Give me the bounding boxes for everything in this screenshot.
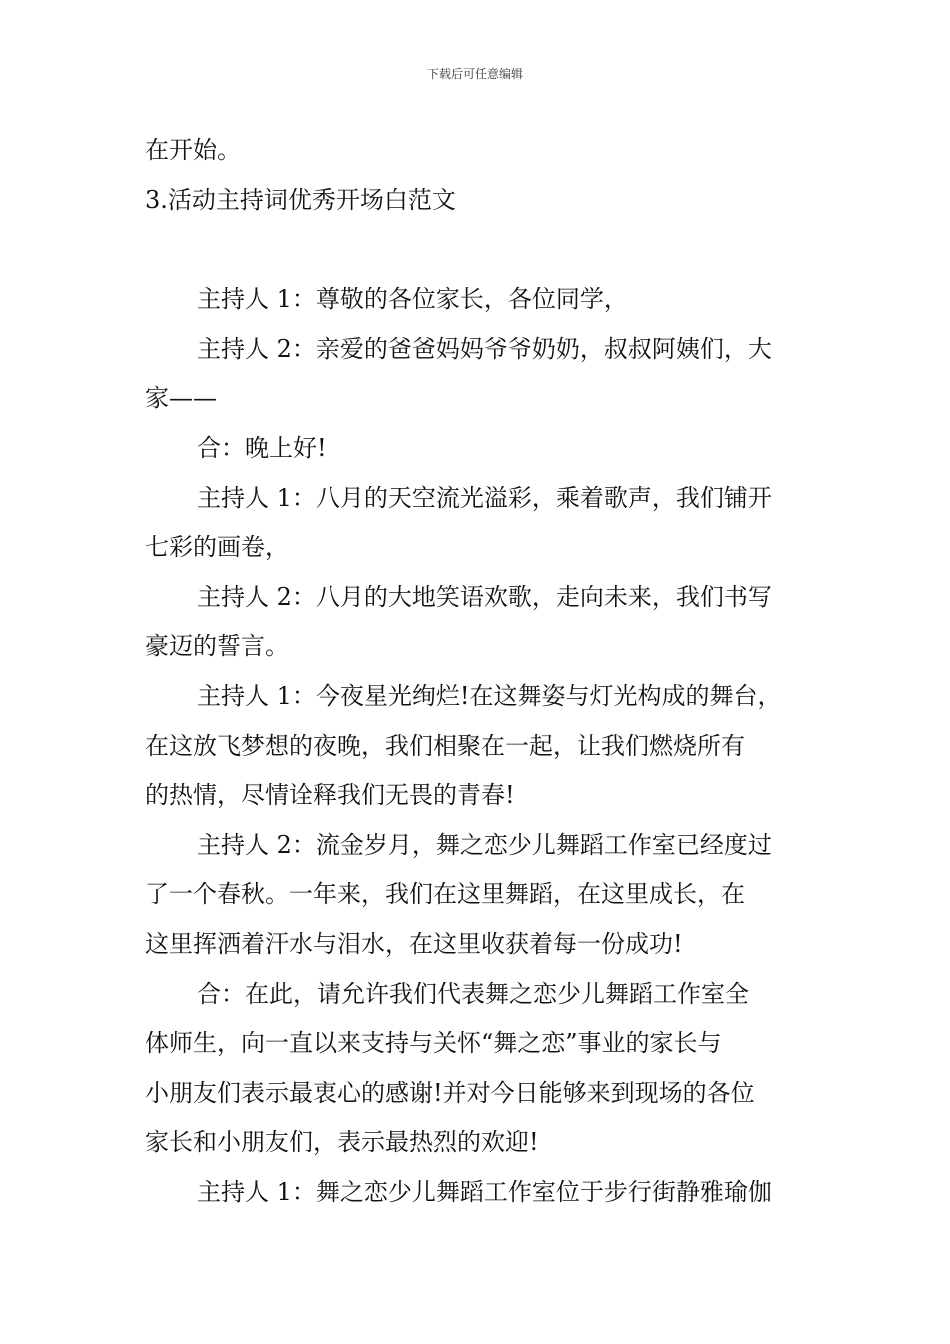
text-line: 主持人 2：亲爱的爸爸妈妈爷爷奶奶，叔叔阿姨们，大 — [197, 334, 772, 363]
text-line: 主持人 2：八月的大地笑语欢歌，走向未来，我们书写 — [197, 582, 772, 611]
text-line: 主持人 1：舞之恋少儿舞蹈工作室位于步行街静雅瑜伽 — [197, 1177, 772, 1206]
text-line: 这里挥洒着汗水与泪水，在这里收获着每一份成功! — [145, 929, 683, 958]
text-line: 小朋友们表示最衷心的感谢!并对今日能够来到现场的各位 — [145, 1078, 755, 1107]
section-heading: 3.活动主持词优秀开场白范文 — [145, 185, 456, 214]
text-line: 体师生，向一直以来支持与关怀“舞之恋”事业的家长与 — [145, 1029, 722, 1058]
text-line: 在开始。 — [145, 136, 241, 164]
document-body — [145, 126, 825, 1217]
text-line: 合：在此，请允许我们代表舞之恋少儿舞蹈工作室全 — [197, 979, 749, 1008]
text-line: 主持人 1：今夜星光绚烂!在这舞姿与灯光构成的舞台， — [197, 681, 782, 710]
blank-gap — [145, 225, 825, 275]
text-line: 家—— — [145, 384, 217, 413]
text-line: 豪迈的誓言。 — [145, 632, 289, 661]
text-line: 合：晚上好! — [197, 433, 327, 462]
text-line: 在这放飞梦想的夜晚，我们相聚在一起，让我们燃烧所有 — [145, 731, 745, 760]
text-line: 主持人 2：流金岁月，舞之恋少儿舞蹈工作室已经度过 — [197, 830, 772, 859]
text-line: 七彩的画卷， — [145, 533, 289, 562]
text-line: 的热情，尽情诠释我们无畏的青春! — [145, 781, 515, 810]
text-line: 家长和小朋友们，表示最热烈的欢迎! — [145, 1128, 539, 1157]
page-header-note: 下载后可任意编辑 — [426, 67, 523, 81]
text-line: 了一个春秋。一年来，我们在这里舞蹈，在这里成长，在 — [145, 880, 745, 909]
text-line: 主持人 1：尊敬的各位家长，各位同学， — [197, 285, 628, 314]
text-line: 主持人 1：八月的天空流光溢彩，乘着歌声，我们铺开 — [197, 483, 772, 512]
